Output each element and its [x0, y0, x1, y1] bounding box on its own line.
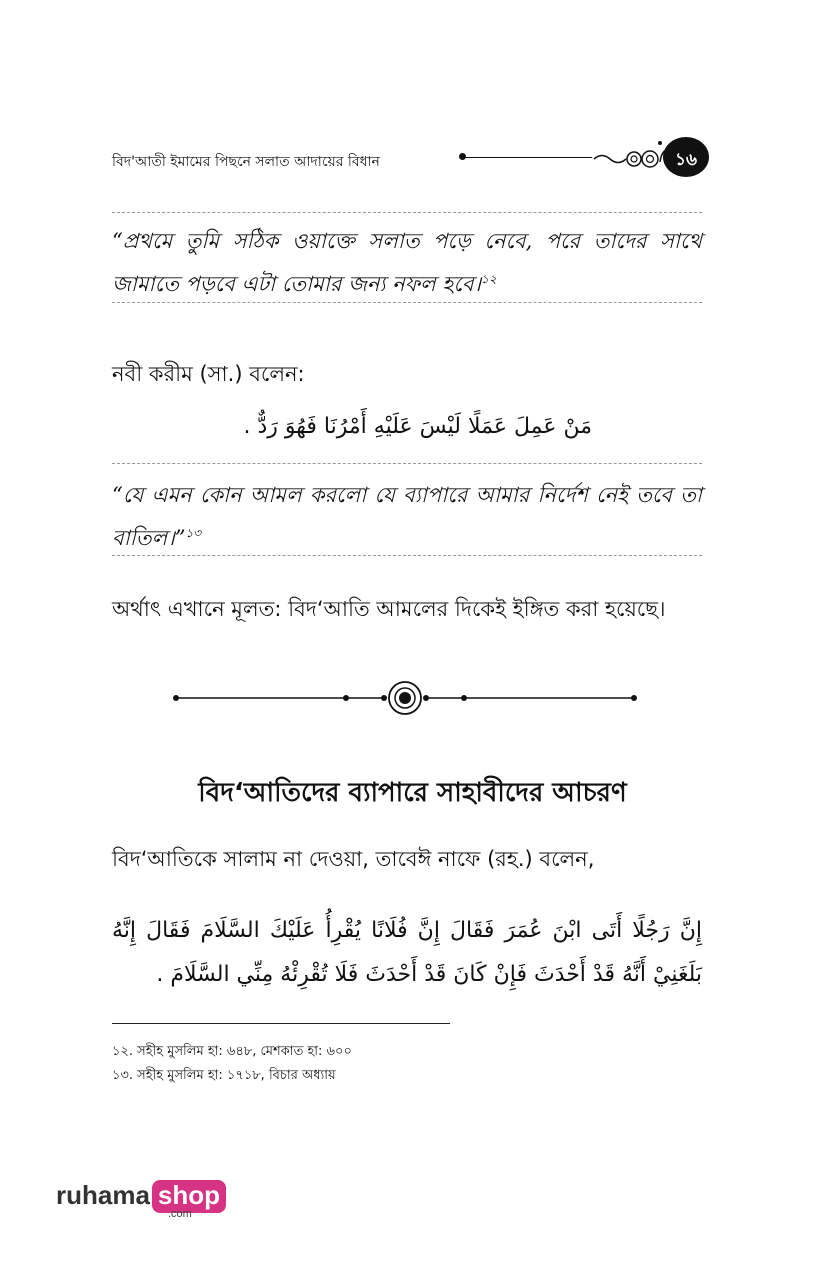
- footnote-13: ১৩. সহীহ মুসলিম হা: ১৭১৮, বিচার অধ্যায়: [112, 1068, 336, 1083]
- footnote-12: ১২. সহীহ মুসলিম হা: ৬৪৮, মেশকাত হা: ৬০০: [112, 1044, 352, 1059]
- logo-domain: .com: [168, 1208, 192, 1220]
- logo-shop-badge: shop: [152, 1180, 226, 1213]
- quote-2-top-divider: [112, 463, 702, 464]
- quote-1-text: “প্রথমে তুমি সঠিক ওয়াক্তে সলাত পড়ে নেবে, পরে তাদের সাথে জামাতে পড়বে এটা তোমার জন্য নফল হবে।: [112, 229, 702, 296]
- arabic-hadith-2-line-1: إِنَّ رَجُلًا أَتَى ابْنَ عُمَرَ فَقَالَ إِنَّ فُلَانًا يُقْرِأُ عَلَيْكَ السَّلَامَ فَقَالَ إِنَّهُ: [112, 918, 702, 943]
- running-header-title: বিদ'আতী ইমামের পিছনে সলাত আদায়ের বিধান: [112, 154, 380, 170]
- footnote-ref-13[interactable]: ১৩: [185, 526, 202, 540]
- section-title: বিদ‘আতিদের ব্যাপারে সাহাবীদের আচরণ: [198, 778, 627, 808]
- quote-2-text: “যে এমন কোন আমল করলো যে ব্যাপারে আমার নির্দেশ নেই তবে তা বাতিল।”: [112, 483, 702, 550]
- quote-top-divider: [112, 212, 702, 213]
- section-separator-ornament: [170, 680, 640, 716]
- quote-translation-2: [112, 476, 702, 557]
- nafe-intro-paragraph: বিদ‘আতিকে সালাম না দেওয়া, তাবেঈ নাফে (রহ.) বলেন,: [112, 847, 595, 871]
- footnote-ref-12[interactable]: ১২: [481, 272, 497, 286]
- footnote-rule: [112, 1023, 450, 1024]
- explanation-paragraph: অর্থাৎ এখানে মূলত: বিদ‘আতি আমলের দিকেই ইঙ্গিত করা হয়েছে।: [112, 597, 666, 621]
- quote-translation-1: [112, 222, 702, 303]
- quote-bottom-divider: [112, 302, 702, 303]
- ruhamashop-logo[interactable]: [56, 1180, 226, 1213]
- quote-2-bottom-divider: [112, 555, 702, 556]
- logo-word: ruhama: [56, 1180, 150, 1210]
- arabic-hadith-2-line-2: بَلَغَنِيْ أَنَّهُ قَدْ أَحْدَثَ فَإِنْ كَانَ قَدْ أَحْدَثَ فَلَا تُقْرِئْهُ مِنِّي السَّلَامَ .: [156, 962, 702, 987]
- arabic-hadith-1: مَنْ عَمِلَ عَمَلًا لَيْسَ عَلَيْهِ أَمْرُنَا فَهُوَ رَدٌّ .: [243, 414, 592, 439]
- page-number: ১৬: [674, 150, 698, 170]
- hadith-intro: নবী করীম (সা.) বলেন:: [112, 362, 305, 386]
- header-line: [462, 157, 592, 158]
